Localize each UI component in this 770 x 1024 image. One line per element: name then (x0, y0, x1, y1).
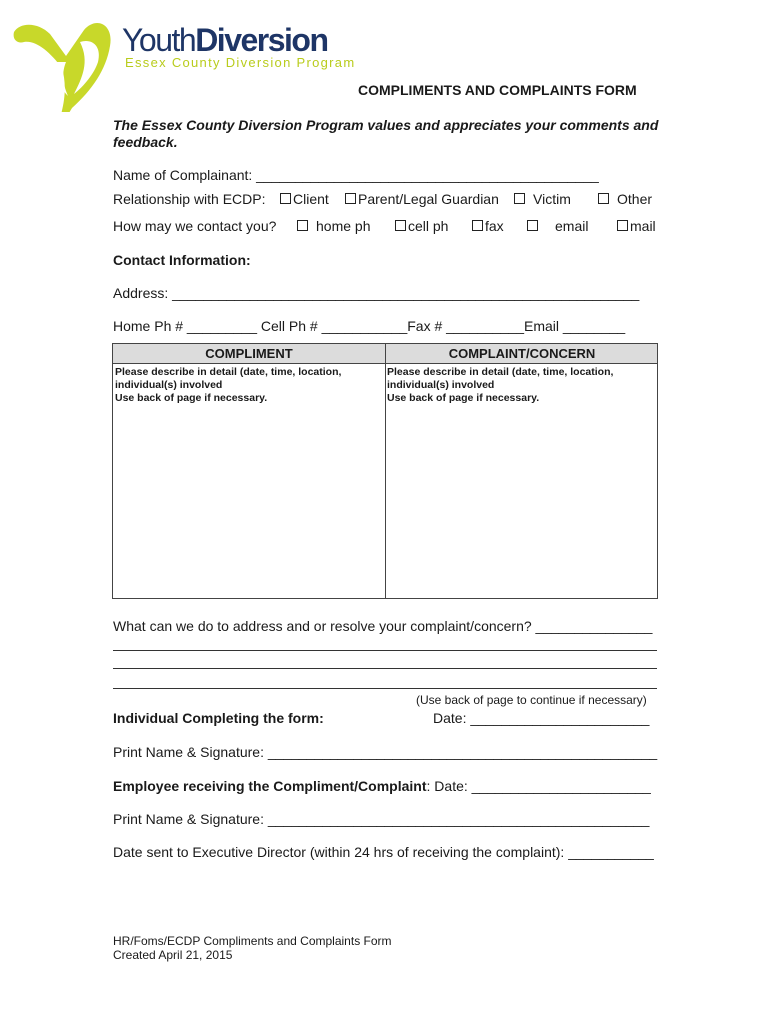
answer-line-2[interactable] (113, 668, 657, 669)
compliment-instructions: Please describe in detail (date, time, location, individual(s) involved Use back of page if necessary. (115, 366, 342, 404)
checkbox-icon[interactable] (598, 193, 609, 204)
complaint-text-area[interactable] (387, 404, 657, 598)
logo-subtitle: Essex County Diversion Program (125, 55, 356, 70)
resolve-question: What can we do to address and or resolve your complaint/concern? _______________ (113, 618, 653, 634)
logo-brand-name: YouthDiversion (122, 22, 328, 58)
complaint-column-header: COMPLAINT/CONCERN (448, 346, 596, 361)
contact-option-home-ph[interactable]: home ph (297, 218, 370, 234)
checkbox-icon[interactable] (527, 220, 538, 231)
checkbox-icon[interactable] (395, 220, 406, 231)
contact-option-fax[interactable]: fax (472, 218, 504, 234)
checkbox-icon[interactable] (280, 193, 291, 204)
form-intro: The Essex County Diversion Program values and appreciates your comments and feedback. (113, 117, 659, 150)
phone-fax-email-fields[interactable]: Home Ph # _________ Cell Ph # ___________Fax # __________Email ________ (113, 318, 626, 334)
complainant-name-field[interactable]: Name of Complainant: ____________________________________________ (113, 167, 599, 183)
employee-date-field[interactable]: : Date: _______________________ (426, 778, 651, 794)
contact-info-heading: Contact Information: (113, 252, 251, 268)
compliment-complaint-table (112, 343, 658, 599)
compliment-column-header: COMPLIMENT (205, 346, 293, 361)
relationship-option-parent[interactable]: Parent/Legal Guardian (345, 191, 499, 207)
individual-date-field[interactable]: Date: _______________________ (433, 710, 650, 726)
footer-form-path: HR/Foms/ECDP Compliments and Complaints Form (113, 934, 392, 948)
form-title: COMPLIMENTS AND COMPLAINTS FORM (358, 82, 637, 98)
complaint-instructions: Please describe in detail (date, time, location, individual(s) involved Use back of page if necessary. (387, 366, 614, 404)
checkbox-icon[interactable] (345, 193, 356, 204)
relationship-option-other[interactable]: Other (598, 191, 652, 207)
date-sent-field[interactable]: Date sent to Executive Director (within 24 hrs of receiving the complaint): ___________ (113, 844, 654, 860)
compliment-text-area[interactable] (113, 404, 384, 598)
employee-receiving-label: Employee receiving the Compliment/Complaint (113, 778, 427, 794)
table-column-divider (385, 344, 386, 598)
answer-line-1[interactable] (113, 650, 657, 651)
checkbox-icon[interactable] (297, 220, 308, 231)
employee-receiving-row (113, 778, 651, 794)
individual-print-name-field[interactable]: Print Name & Signature: __________________________________________________ (113, 744, 658, 760)
relationship-option-client[interactable]: Client (280, 191, 329, 207)
checkbox-icon[interactable] (617, 220, 628, 231)
relationship-label: Relationship with ECDP: (113, 191, 266, 207)
answer-line-3[interactable] (113, 688, 657, 689)
checkbox-icon[interactable] (472, 220, 483, 231)
individual-completing-label: Individual Completing the form: (113, 710, 324, 726)
address-field[interactable]: Address: ____________________________________________________________ (113, 285, 640, 301)
contact-option-mail[interactable]: mail (617, 218, 656, 234)
logo-y-mark (10, 12, 120, 112)
contact-method-label: How may we contact you? (113, 218, 277, 234)
employee-print-name-field[interactable]: Print Name & Signature: _________________________________________________ (113, 811, 650, 827)
contact-option-email[interactable]: email (527, 218, 588, 234)
relationship-option-victim[interactable]: Victim (514, 191, 571, 207)
footer-created-date: Created April 21, 2015 (113, 948, 233, 962)
continue-note: (Use back of page to continue if necessary) (416, 693, 647, 707)
checkbox-icon[interactable] (514, 193, 525, 204)
contact-option-cell-ph[interactable]: cell ph (395, 218, 448, 234)
